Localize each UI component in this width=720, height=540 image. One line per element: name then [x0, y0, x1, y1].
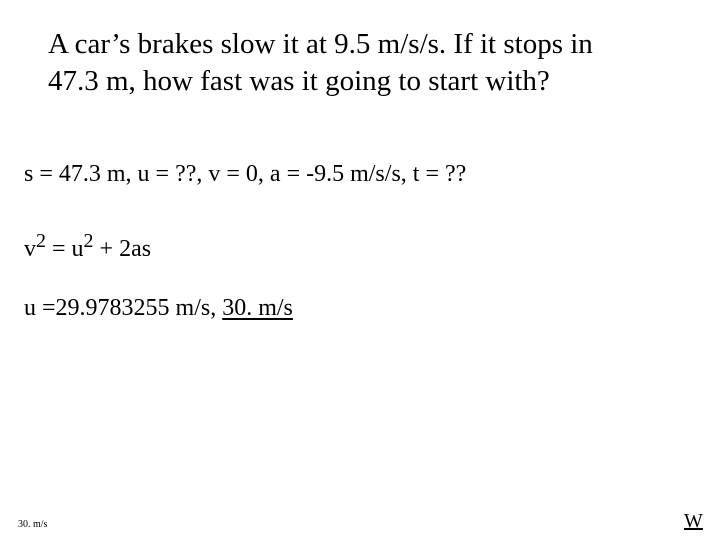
question-title — [48, 26, 698, 100]
answer-rounded: 30. m/s — [222, 295, 293, 321]
equation-v: v — [24, 236, 36, 262]
givens-line: s = 47.3 m, u = ??, v = 0, a = -9.5 m/s/s, t = ?? — [24, 161, 467, 187]
equation-line — [24, 227, 151, 263]
equation-end: + 2as — [93, 236, 152, 262]
footer-answer: 30. m/s — [18, 519, 48, 530]
answer-exact: u =29.9783255 m/s, — [24, 295, 223, 321]
equation-middle: = u — [46, 236, 84, 262]
question-line-1: A car’s brakes slow it at 9.5 m/s/s. If it stops in — [48, 28, 593, 60]
equation-exponent-2: 2 — [83, 230, 94, 252]
answer-line — [24, 294, 293, 322]
question-line-2: 47.3 m, how fast was it going to start with? — [48, 65, 550, 97]
equation-exponent-1: 2 — [36, 230, 46, 252]
footer-link[interactable]: W — [684, 510, 703, 532]
